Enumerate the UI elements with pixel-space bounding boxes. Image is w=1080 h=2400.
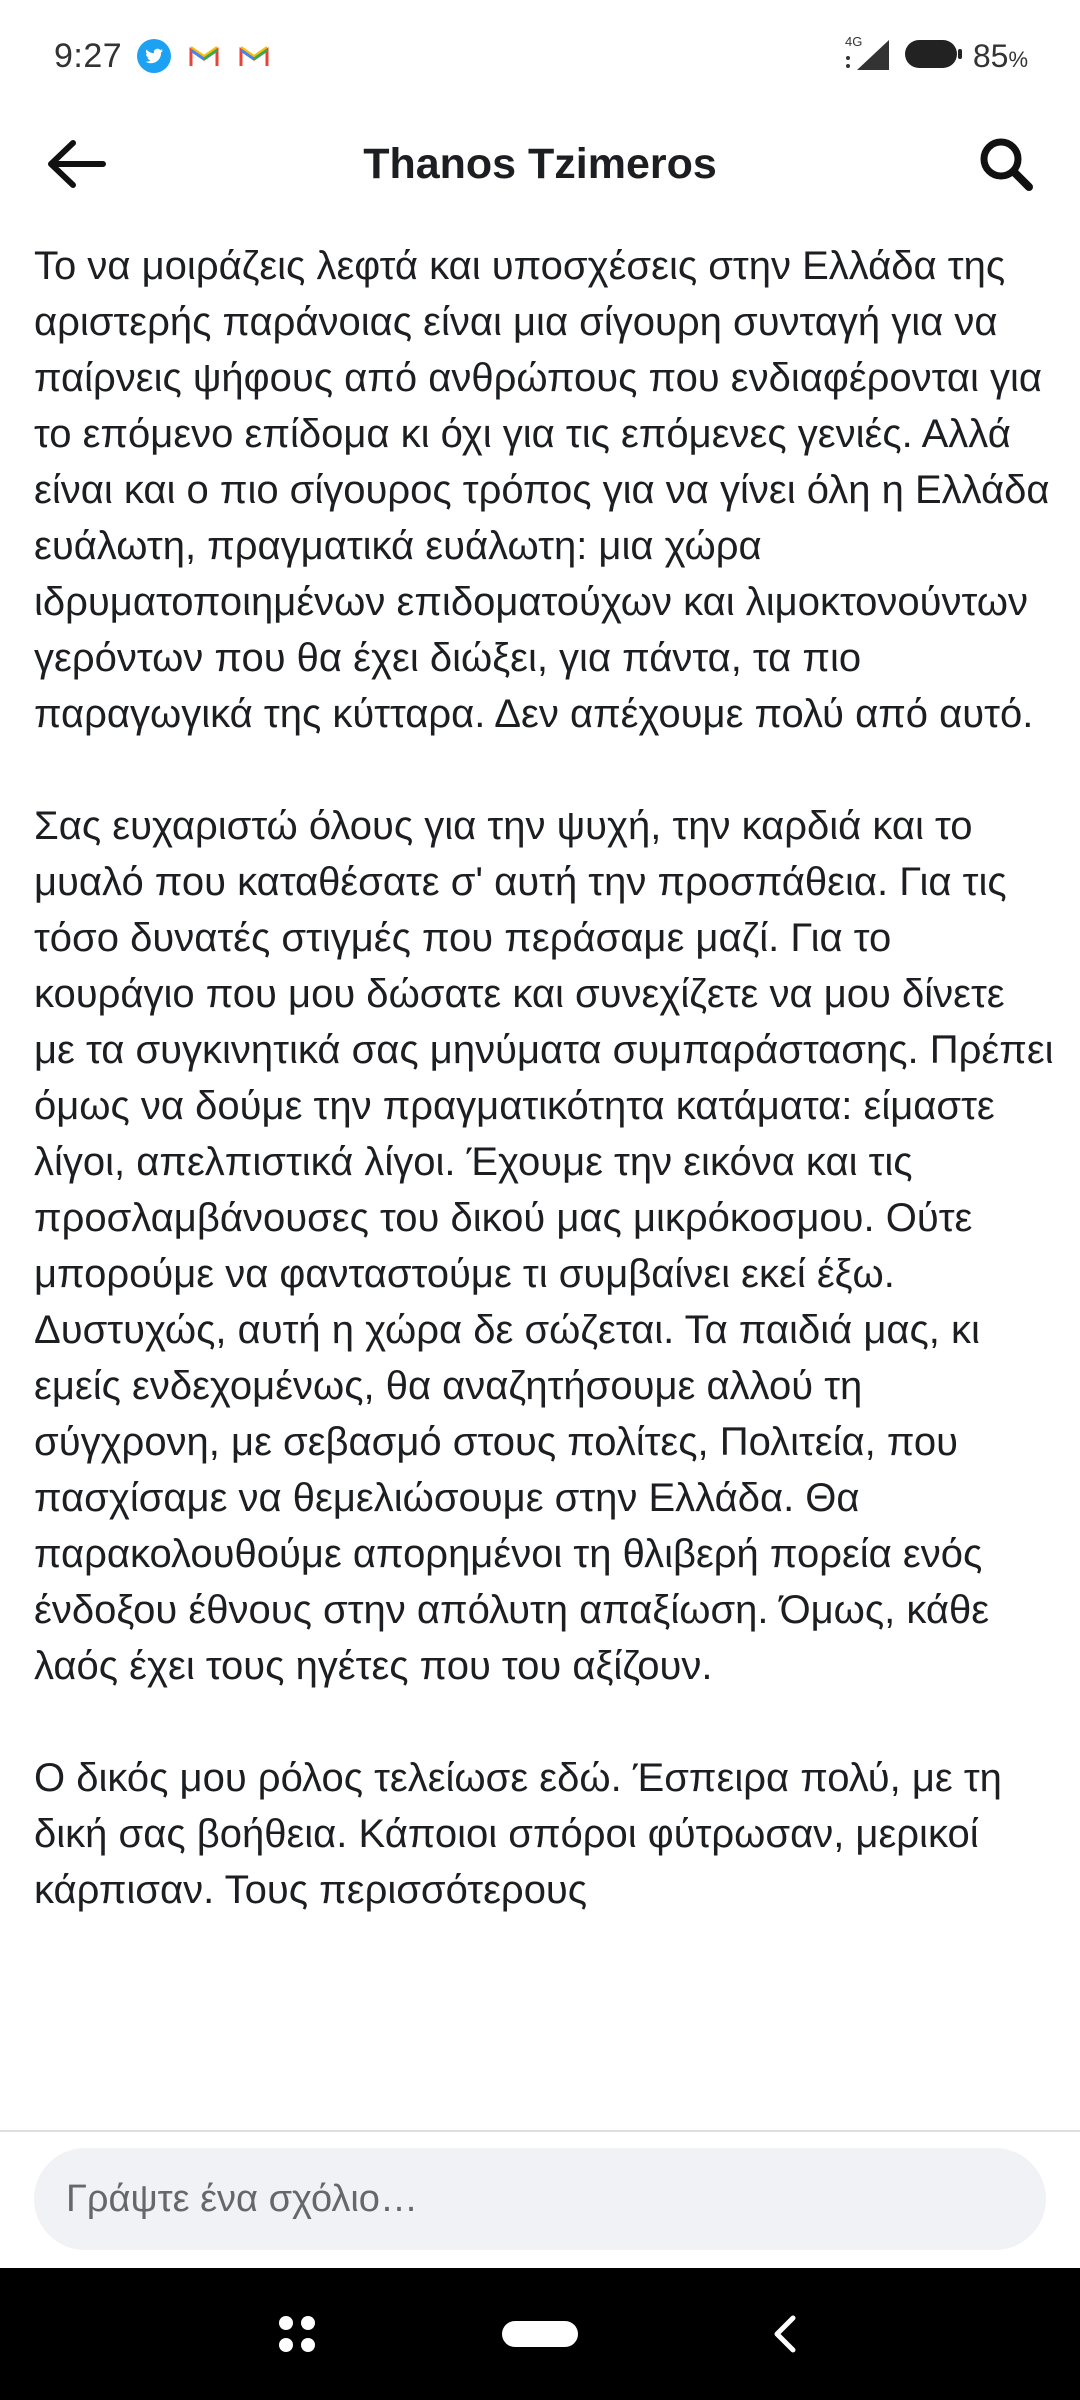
comment-bar [0,2132,1080,2268]
twitter-icon [136,38,172,74]
status-right [845,34,1028,79]
home-pill-icon [500,2319,580,2349]
battery-icon [905,38,963,75]
recents-button[interactable] [252,2304,342,2364]
status-bar [0,0,1080,112]
system-back-button[interactable] [740,2304,830,2364]
recents-icon [275,2312,319,2356]
network-label: 4G [844,33,863,49]
home-button[interactable] [490,2304,590,2364]
gmail-icon [236,38,272,74]
battery-percent-value: 85 [972,37,1009,74]
battery-percent [973,38,1028,75]
page-title: Thanos Tzimeros [363,139,717,188]
post-paragraph: Σας ευχαριστώ όλους για την ψυχή, την καρδιά και το μυαλό που καταθέσατε σ' αυτή την προσπάθεια. Για τις τόσο δυνατές στιγμές που περάσαμε μαζί. Για το κουράγιο που μου δώσατε και συνεχίζετε να μου δίνετε με τα συγκινητικά σας μηνύματα συμπαράστασης. Πρέπει όμως να δούμε την πραγματικότητα κατάματα: είμαστε λίγοι, απελπιστικά λίγοι. Έχουμε την εικόνα και τις προσλαμβάνουσες του δικού μας μικρόκοσμου. Ούτε μπορούμε να φανταστούμε τι συμβαίνει εκεί έξω. Δυστυχώς, αυτή η χώρα δε σώζεται. Τα παιδιά μας, κι εμείς ενδεχομένως, θα αναζητήσουμε αλλού τη σύγχρονη, με σεβασμό στους πολίτες, Πολιτεία, που πασχίσαμε να θεμελιώσουμε στην Ελλάδα. Θα παρακολουθούμε απορημένοι τη θλιβερή πορεία ενός ένδοξου έθνους στην απόλυτη απαξίωση. Όμως, κάθε λαός έχει τους ηγέτες που του αξίζουν. [34,804,1054,1688]
status-time: 9:27 [54,36,123,75]
post-paragraph: Ο δικός μου ρόλος τελείωσε εδώ. Έσπειρα πολύ, με τη δική σας βοήθεια. Κάποιοι σπόροι φύτρωσαν, μερικοί κάρπισαν. Τους περισσότερους [34,1756,1002,1912]
comment-input[interactable] [34,2148,1046,2250]
navigation-bar [0,2268,1080,2400]
search-icon [977,135,1035,193]
battery-percent-unit: % [1008,46,1028,72]
arrow-left-icon [45,138,107,190]
gmail-icon [186,38,222,74]
status-left [54,37,272,76]
signal-icon [845,34,895,79]
post-body [34,238,1054,2130]
nav-back-icon [769,2312,801,2356]
header [0,112,1080,216]
back-button[interactable] [40,134,112,194]
search-button[interactable] [974,132,1038,196]
post-paragraph: Το να μοιράζεις λεφτά και υποσχέσεις στην Ελλάδα της αριστερής παράνοιας είναι μια σίγουρη συνταγή για να παίρνεις ψήφους από ανθρώπους που ενδιαφέρονται για το επόμενο επίδομα κι όχι για τις επόμενες γενιές. Αλλά είναι και ο πιο σίγουρος τρόπος για να γίνει όλη η Ελλάδα ευάλωτη, πραγματικά ευάλωτη: μια χώρα ιδρυματοποιημένων επιδοματούχων και λιμοκτονούντων γερόντων που θα έχει διώξει, για πάντα, τα πιο παραγωγικά της κύτταρα. Δεν απέχουμε πολύ από αυτό. [34,244,1050,736]
